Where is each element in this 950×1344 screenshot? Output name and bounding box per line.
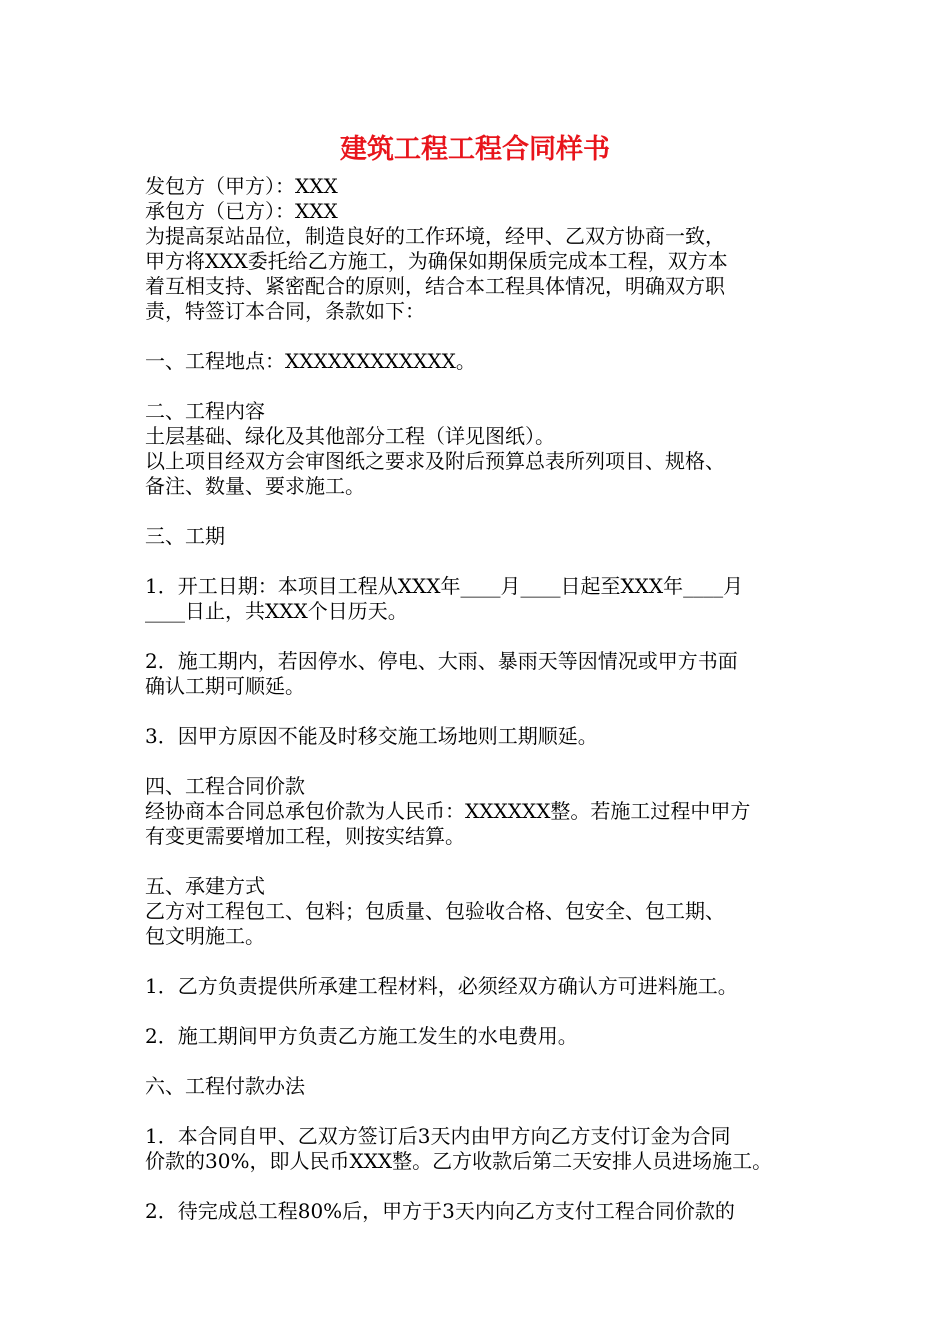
text-line: 着互相支持、紧密配合的原则，结合本工程具体情况，明确双方职	[145, 274, 725, 298]
text-line: 2．待完成总工程80%后，甲方于3天内向乙方支付工程合同价款的	[145, 1199, 735, 1223]
text-line: 2．施工期内，若因停水、停电、大雨、暴雨天等因情况或甲方书面	[145, 649, 738, 673]
blank-line	[145, 1049, 825, 1074]
text-line: 3．因甲方原因不能及时移交施工场地则工期顺延。	[145, 724, 598, 748]
blank-line	[145, 1099, 825, 1124]
text-line: 有变更需要增加工程，则按实结算。	[145, 824, 465, 848]
blank-line	[145, 549, 825, 574]
text-line: 1．本合同自甲、乙双方签订后3天内由甲方向乙方支付订金为合同	[145, 1124, 731, 1148]
text-line: 土层基础、绿化及其他部分工程（详见图纸）。	[145, 424, 555, 448]
text-line: 乙方对工程包工、包料；包质量、包验收合格、包安全、包工期、	[145, 899, 725, 923]
document-body	[145, 174, 825, 1224]
text-line: 备注、数量、要求施工。	[145, 474, 365, 498]
blank-line	[145, 849, 825, 874]
blank-line	[145, 749, 825, 774]
document-title: 建筑工程工程合同样书	[340, 134, 610, 165]
text-line: 四、工程合同价款	[145, 774, 305, 798]
text-line: 三、工期	[145, 524, 225, 548]
text-line: 甲方将XXX委托给乙方施工，为确保如期保质完成本工程，双方本	[145, 249, 728, 273]
text-line: 2．施工期间甲方负责乙方施工发生的水电费用。	[145, 1024, 578, 1048]
text-line: 包文明施工。	[145, 924, 265, 948]
text-line: 1．乙方负责提供所承建工程材料，必须经双方确认方可进料施工。	[145, 974, 738, 998]
text-line: 以上项目经双方会审图纸之要求及附后预算总表所列项目、规格、	[145, 449, 725, 473]
text-line: 二、工程内容	[145, 399, 265, 423]
text-line: 经协商本合同总承包价款为人民币：XXXXXX整。若施工过程中甲方	[145, 799, 751, 823]
blank-line	[145, 949, 825, 974]
text-line: 1．开工日期：本项目工程从XXX年____月____日起至XXX年____月	[145, 574, 744, 598]
blank-line	[145, 699, 825, 724]
blank-line	[145, 624, 825, 649]
text-line: 为提高泵站品位，制造良好的工作环境，经甲、乙双方协商一致，	[145, 224, 725, 248]
text-line: 发包方（甲方）：XXX	[145, 174, 338, 198]
text-line: 责，特签订本合同，条款如下：	[145, 299, 425, 323]
text-line: 六、工程付款办法	[145, 1074, 305, 1098]
text-line: 确认工期可顺延。	[145, 674, 305, 698]
blank-line	[145, 324, 825, 349]
text-line: 一、工程地点：XXXXXXXXXXXX。	[145, 349, 476, 373]
text-line: 五、承建方式	[145, 874, 265, 898]
blank-line	[145, 999, 825, 1024]
text-line: ____日止，共XXX个日历天。	[145, 599, 408, 623]
blank-line	[145, 1174, 825, 1199]
text-line: 价款的30%，即人民币XXX整。乙方收款后第二天安排人员进场施工。	[145, 1149, 773, 1173]
text-line: 承包方（已方）：XXX	[145, 199, 338, 223]
blank-line	[145, 499, 825, 524]
blank-line	[145, 374, 825, 399]
